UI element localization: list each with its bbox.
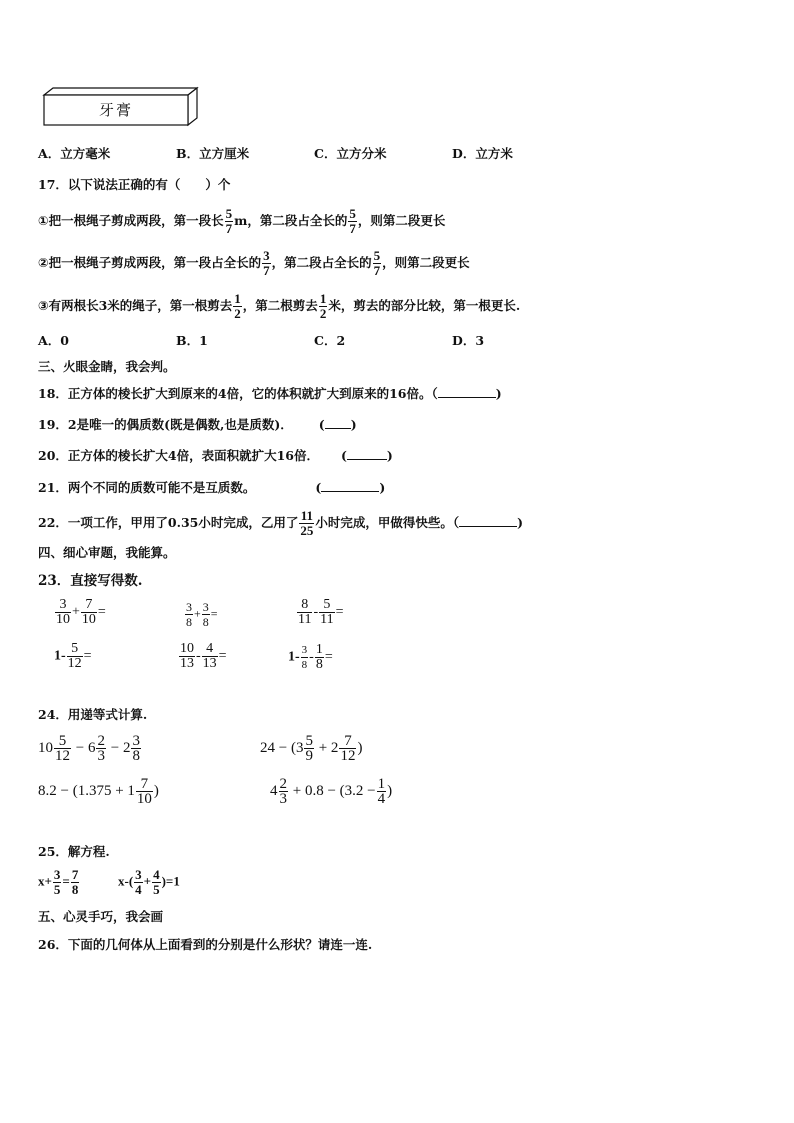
q16-option-c: C．立方分米 <box>314 146 387 161</box>
q17-option-d: D．3 <box>452 333 485 348</box>
fraction: $\frac{8}{11}$ <box>298 597 312 627</box>
fraction: $\frac{7}{12}$ <box>340 733 356 764</box>
section-3-heading: 三、火眼金睛，我会判。 <box>38 359 176 374</box>
answer-blank[interactable] <box>438 385 496 398</box>
q16-option-b: B．立方厘米 <box>176 146 250 161</box>
q17-option-c: C．2 <box>314 333 346 348</box>
fraction: $\frac{5}{11}$ <box>320 597 334 627</box>
q23-expr-1: $\frac{3}{10}$ + $\frac{7}{10}$ = <box>56 597 106 627</box>
q17-stem: 17．以下说法正确的有（ ）个 <box>38 177 231 192</box>
fraction: $\frac{7}{10}$ <box>136 776 152 807</box>
fraction: $\frac{3}{4}$ <box>135 867 142 897</box>
fraction: $\frac{5}{12}$ <box>67 641 82 671</box>
q23-expr-2: $\frac{3}{8}$ + $\frac{3}{8}$ = <box>186 600 218 629</box>
q25-equation-1: x+ $\frac{3}{5}$ = $\frac{7}{8}$ <box>38 867 79 897</box>
fraction: $\frac{3}{8}$ <box>186 600 192 629</box>
q23-expr-5: $\frac{10}{13}$ - $\frac{4}{13}$ = <box>180 641 227 671</box>
fraction: $\frac{7}{10}$ <box>81 597 96 627</box>
fraction: $\frac{3}{10}$ <box>56 597 70 627</box>
fraction: $\frac{3}{5}$ <box>53 867 61 897</box>
fraction: $\frac{1}{4}$ <box>377 776 386 807</box>
fraction: $\frac{3}{8}$ <box>132 733 140 764</box>
fraction: $\frac{5}{9}$ <box>305 733 313 764</box>
q17-statement-3: ③有两根长3米的绳子，第一根剪去 $\frac{1}{2}$ ，第二根剪去 $\frac{1}{2}$ 米，剪去的部分比较，第一根更长. <box>38 291 521 321</box>
q17-statement-1: ①把一根绳子剪成两段，第一段长 $\frac{5}{7}$ m，第二段占全长的 $\frac{5}{7}$ ，则第二段更长 <box>38 206 446 236</box>
fraction: $\frac{2}{3}$ <box>279 776 287 807</box>
q22: 22．一项工作，甲用了0.35小时完成，乙用了 $\frac{11}{25}$ 小时完成，甲做得快些。（ ) <box>38 508 524 538</box>
answer-blank[interactable] <box>459 514 517 527</box>
q24-expr-2: 24 − (3 $\frac{5}{9}$ + 2 $\frac{7}{12}$ ) <box>260 733 363 764</box>
box-label: 牙膏 <box>98 101 133 119</box>
q23-expr-3: $\frac{8}{11}$ - $\frac{5}{11}$ = <box>298 597 344 627</box>
q23-expr-6: 1- $\frac{3}{8}$ - $\frac{1}{8}$ = <box>288 642 333 672</box>
q19: 19．2是唯一的偶质数(既是偶数,也是质数)． ( ) <box>38 417 357 432</box>
fraction: $\frac{4}{5}$ <box>153 867 160 897</box>
fraction: $\frac{5}{12}$ <box>55 733 70 764</box>
q25-equation-2: x-( $\frac{3}{4}$ + $\frac{4}{5}$ )=1 <box>118 867 180 897</box>
answer-blank[interactable] <box>347 447 387 460</box>
fraction: $\frac{3}{8}$ <box>202 600 209 629</box>
q17-statement-2: ②把一根绳子剪成两段，第一段占全长的 $\frac{3}{7}$ ，第二段占全长的 $\frac{5}{7}$ ，则第二段更长 <box>38 248 470 278</box>
circled-3: ③ <box>38 298 49 313</box>
fraction: $\frac{11}{25}$ <box>300 508 314 538</box>
section-4-heading: 四、细心审题，我能算。 <box>38 545 176 560</box>
q24-expr-1: 10 $\frac{5}{12}$ − 6 $\frac{2}{3}$ − 2 $\frac{3}{8}$ <box>38 733 140 764</box>
fraction: $\frac{3}{8}$ <box>301 644 308 671</box>
fraction: $\frac{7}{8}$ <box>71 867 79 897</box>
fraction: $\frac{1}{2}$ <box>234 291 241 321</box>
answer-blank[interactable] <box>325 416 351 429</box>
q18: 18．正方体的棱长扩大到原来的4倍，它的体积就扩大到原来的16倍。（ ) <box>38 386 502 401</box>
fraction: $\frac{10}{13}$ <box>180 641 194 671</box>
q26: 26．下面的几何体从上面看到的分别是什么形状？请连一连. <box>38 937 373 952</box>
q23-expr-4: 1- $\frac{5}{12}$ = <box>54 641 92 671</box>
fraction: $\frac{5}{7}$ <box>373 248 381 278</box>
q20: 20．正方体的棱长扩大4倍，表面积就扩大16倍． ( ) <box>38 448 393 463</box>
fraction: $\frac{5}{7}$ <box>225 206 233 236</box>
fraction: $\frac{5}{7}$ <box>349 206 356 236</box>
fraction: $\frac{1}{8}$ <box>315 642 323 672</box>
circled-2: ② <box>38 255 49 270</box>
q17-option-a: A．0 <box>38 333 69 348</box>
q21: 21．两个不同的质数可能不是互质数。 ( ) <box>38 480 386 495</box>
circled-1: ① <box>38 213 49 228</box>
fraction: $\frac{1}{2}$ <box>319 291 327 321</box>
q23-title: 23．直接写得数. <box>38 573 143 589</box>
q16-option-a: A．立方毫米 <box>38 146 111 161</box>
q17-option-b: B．1 <box>176 333 208 348</box>
fraction: $\frac{2}{3}$ <box>97 733 105 764</box>
q24-title: 24．用递等式计算. <box>38 707 148 722</box>
q25-title: 25．解方程. <box>38 844 110 859</box>
q24-expr-4: 4 $\frac{2}{3}$ + 0.8 − (3.2 − $\frac{1}{4}$ ) <box>270 776 393 807</box>
answer-blank[interactable] <box>321 479 379 492</box>
fraction: $\frac{4}{13}$ <box>202 641 217 671</box>
q24-expr-3: 8.2 − (1.375 + 1 $\frac{7}{10}$ ) <box>38 776 159 807</box>
section-5-heading: 五、心灵手巧，我会画 <box>38 909 164 924</box>
q16-option-d: D．立方米 <box>452 146 513 161</box>
fraction: $\frac{3}{7}$ <box>263 248 270 278</box>
